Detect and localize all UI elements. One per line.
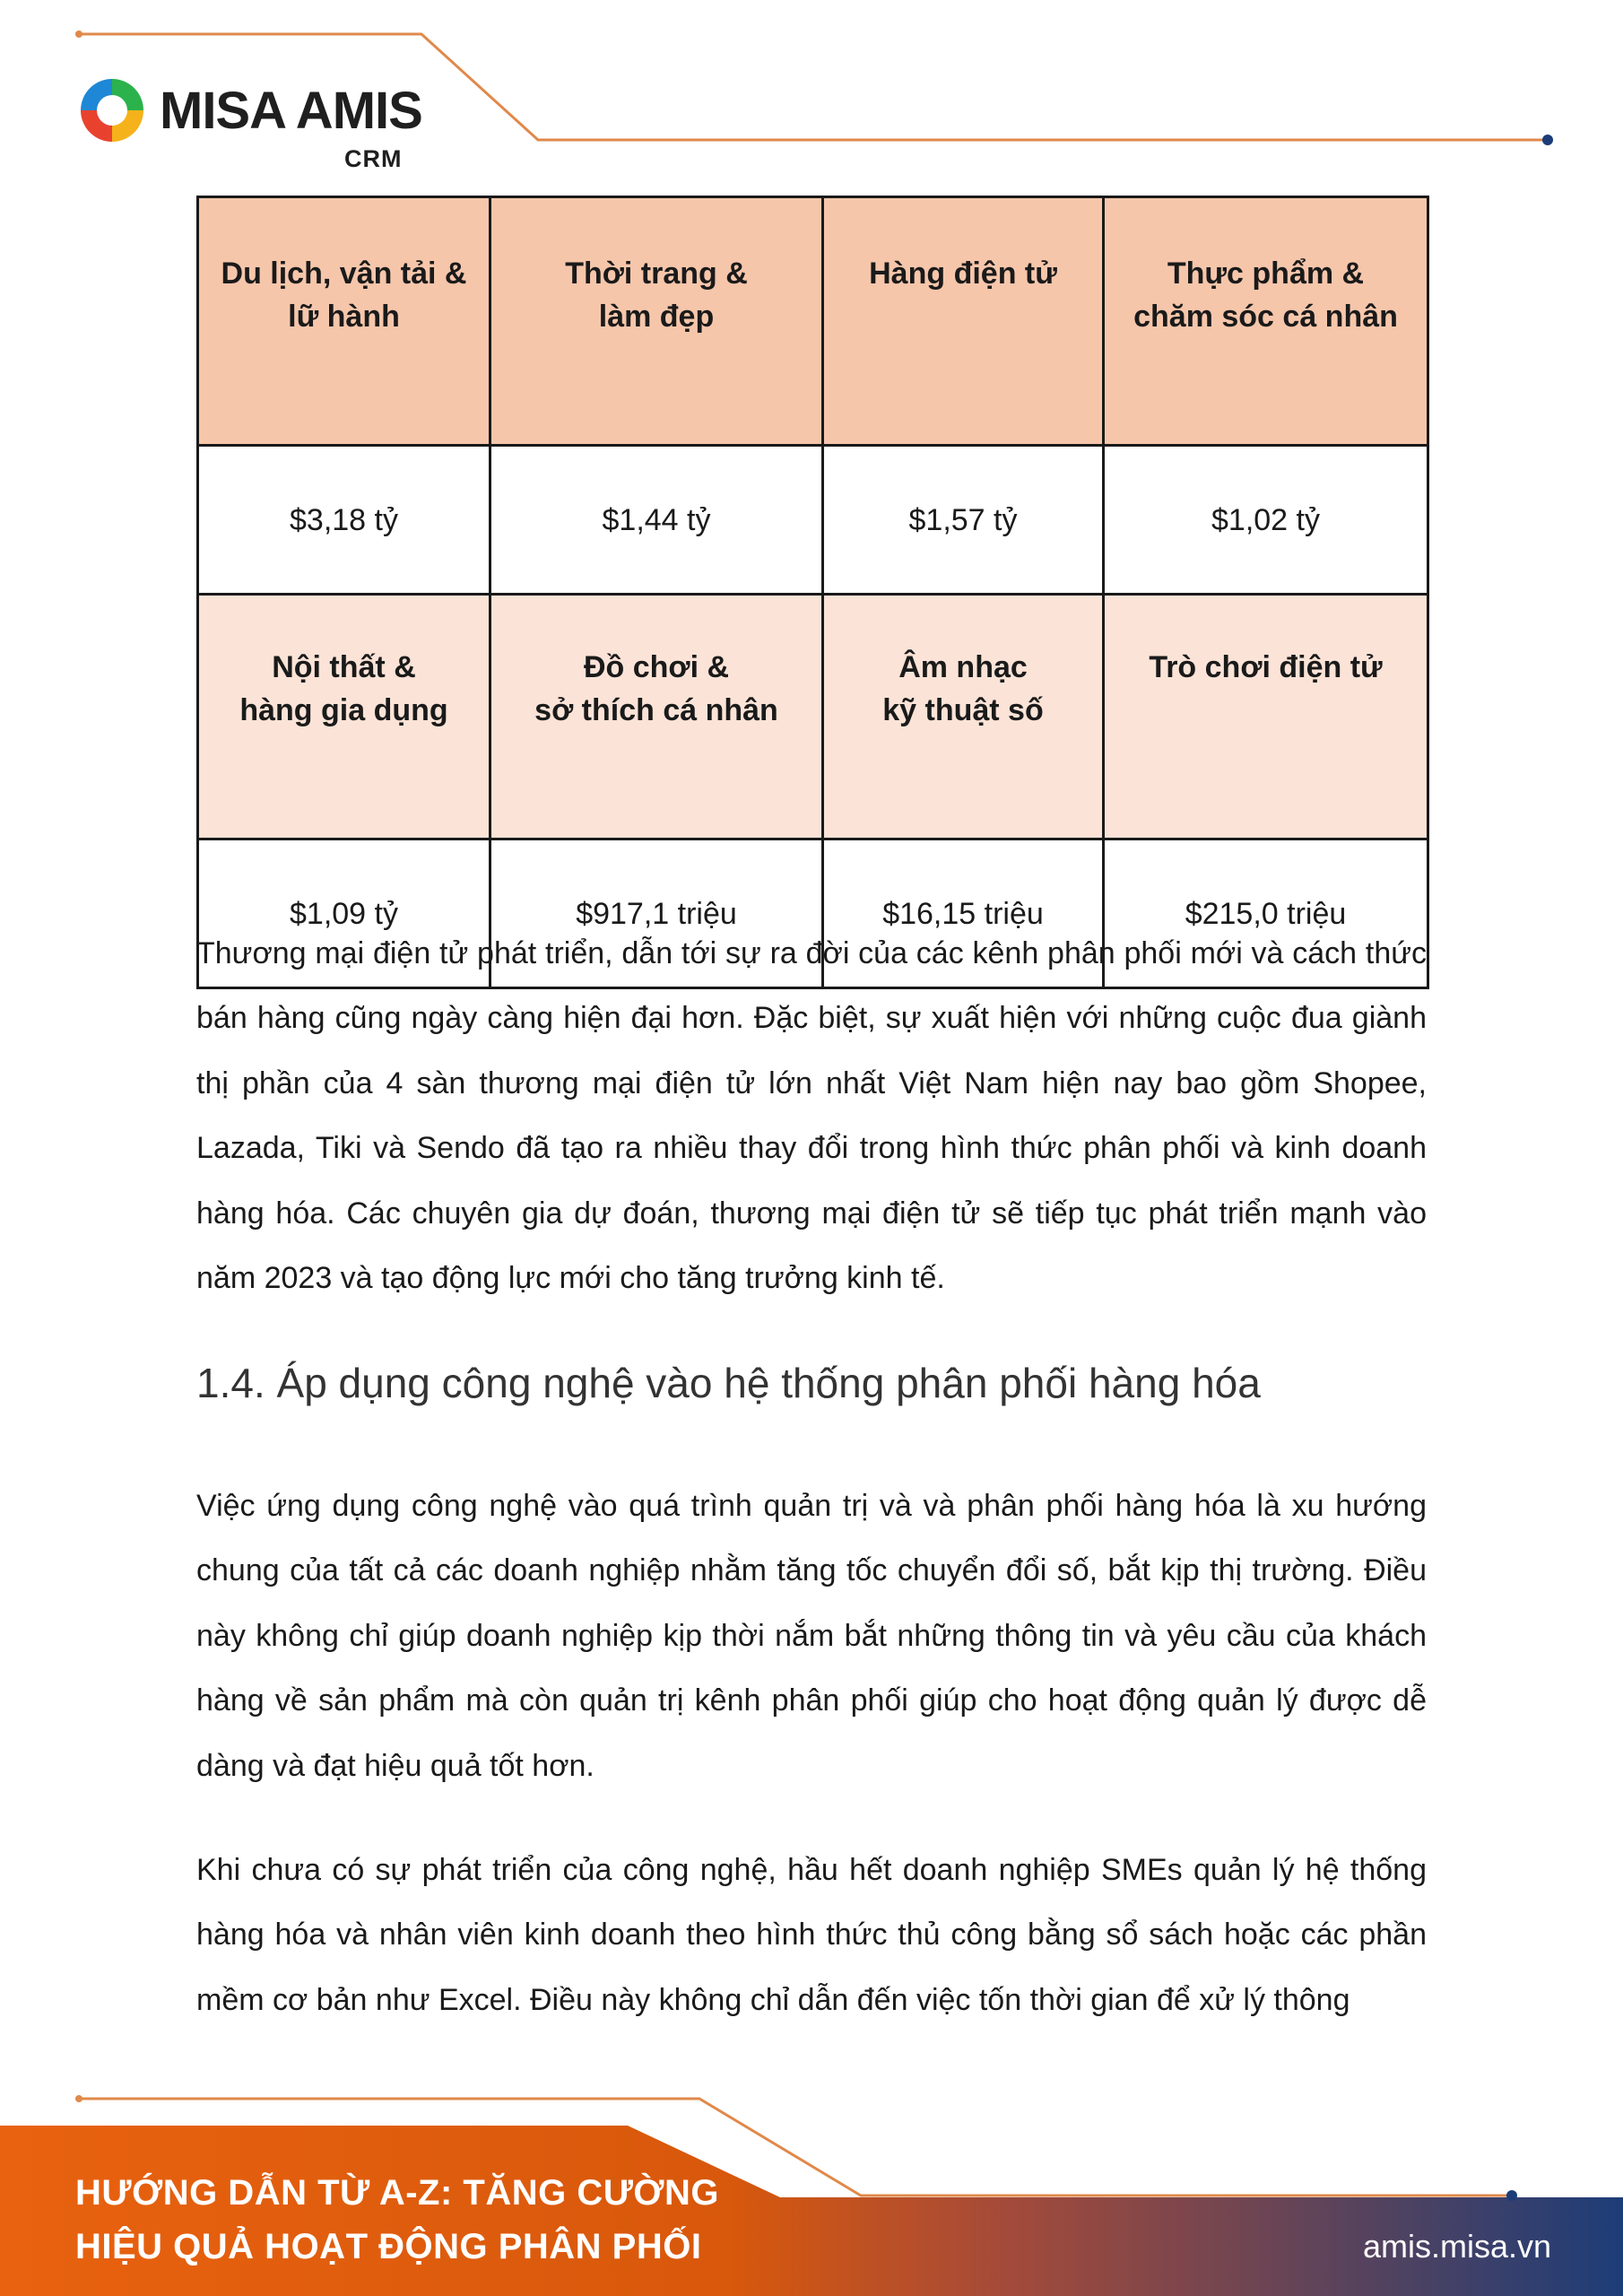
table-cell: $917,1 triệu — [490, 839, 823, 988]
footer-title — [75, 2166, 719, 2274]
ecommerce-category-revenue-table — [196, 196, 1429, 989]
table-header-cell: Trò chơi điện tử — [1104, 595, 1428, 839]
table-header-cell: Đồ chơi & sở thích cá nhân — [490, 595, 823, 839]
table-header-cell: Âm nhạc kỹ thuật số — [823, 595, 1104, 839]
footer-title-line: HIỆU QUẢ HOẠT ĐỘNG PHÂN PHỐI — [75, 2227, 702, 2266]
table-header-cell: Thực phẩm & chăm sóc cá nhân — [1104, 197, 1428, 446]
footer-url: amis.misa.vn — [1363, 2228, 1552, 2265]
table-cell: $1,02 tỷ — [1104, 446, 1428, 595]
body-paragraph: Khi chưa có sự phát triển của công nghệ, hầu hết doanh nghiệp SMEs quản lý hệ thống hàng hóa và nhân viên kinh doanh theo hình thức thủ công bằng sổ sách hoặc các phần mềm cơ bản như Excel. Điều này không chỉ dẫn đến việc tốn thời gian để xử lý thông — [196, 1853, 1427, 2017]
table-cell: $215,0 triệu — [1104, 839, 1428, 988]
table-header-cell: Thời trang & làm đẹp — [490, 197, 823, 446]
body-paragraph: Việc ứng dụng công nghệ vào quá trình quản trị và và phân phối hàng hóa là xu hướng chung của tất cả các doanh nghiệp nhằm tăng tốc chuyển đổi số, bắt kịp thị trường. Điều này không chỉ giúp doanh nghiệp kịp thời nắm bắt những thông tin và yêu cầu của khách hàng về sản phẩm mà còn quản trị kênh phân phối giúp cho hoạt động quản lý được dễ dàng và đạt hiệu quả tốt hơn. — [196, 1489, 1427, 1783]
misa-amis-logo-icon — [75, 74, 149, 147]
table-row — [198, 446, 1428, 595]
table-header-row — [198, 595, 1428, 839]
table-cell: $1,57 tỷ — [823, 446, 1104, 595]
brand-logo — [75, 68, 422, 172]
table-cell: $1,44 tỷ — [490, 446, 823, 595]
table-header-cell: Nội thất & hàng gia dụng — [198, 595, 490, 839]
section-heading: 1.4. Áp dụng công nghệ vào hệ thống phân phối hàng hóa — [196, 1360, 1261, 1406]
brand-name: MISA AMIS — [160, 82, 422, 140]
table-cell: $16,15 triệu — [823, 839, 1104, 988]
table-cell: $1,09 tỷ — [198, 839, 490, 988]
table-header-cell: Du lịch, vận tải & lữ hành — [198, 197, 490, 446]
table-cell: $3,18 tỷ — [198, 446, 490, 595]
table-header-cell: Hàng điện tử — [823, 197, 1104, 446]
table-header-row — [198, 197, 1428, 446]
brand-sub: CRM — [344, 145, 403, 172]
footer-title-line: HƯỚNG DẪN TỪ A-Z: TĂNG CƯỜNG — [75, 2173, 720, 2213]
body-paragraph: Thương mại điện tử phát triển, dẫn tới sự ra đời của các kênh phân phối mới và cách thức bán hàng cũng ngày càng hiện đại hơn. Đặc biệt, sự xuất hiện với những cuộc đua giành thị phần của 4 sàn thương mại điện tử lớn nhất Việt Nam hiện nay bao gồm Shopee, Lazada, Tiki và Sendo đã tạo ra nhiều thay đổi trong hình thức phân phối và kinh doanh hàng hóa. Các chuyên gia dự đoán, thương mại điện tử sẽ tiếp tục phát triển mạnh vào năm 2023 và tạo động lực mới cho tăng trưởng kinh tế. — [196, 936, 1427, 1296]
